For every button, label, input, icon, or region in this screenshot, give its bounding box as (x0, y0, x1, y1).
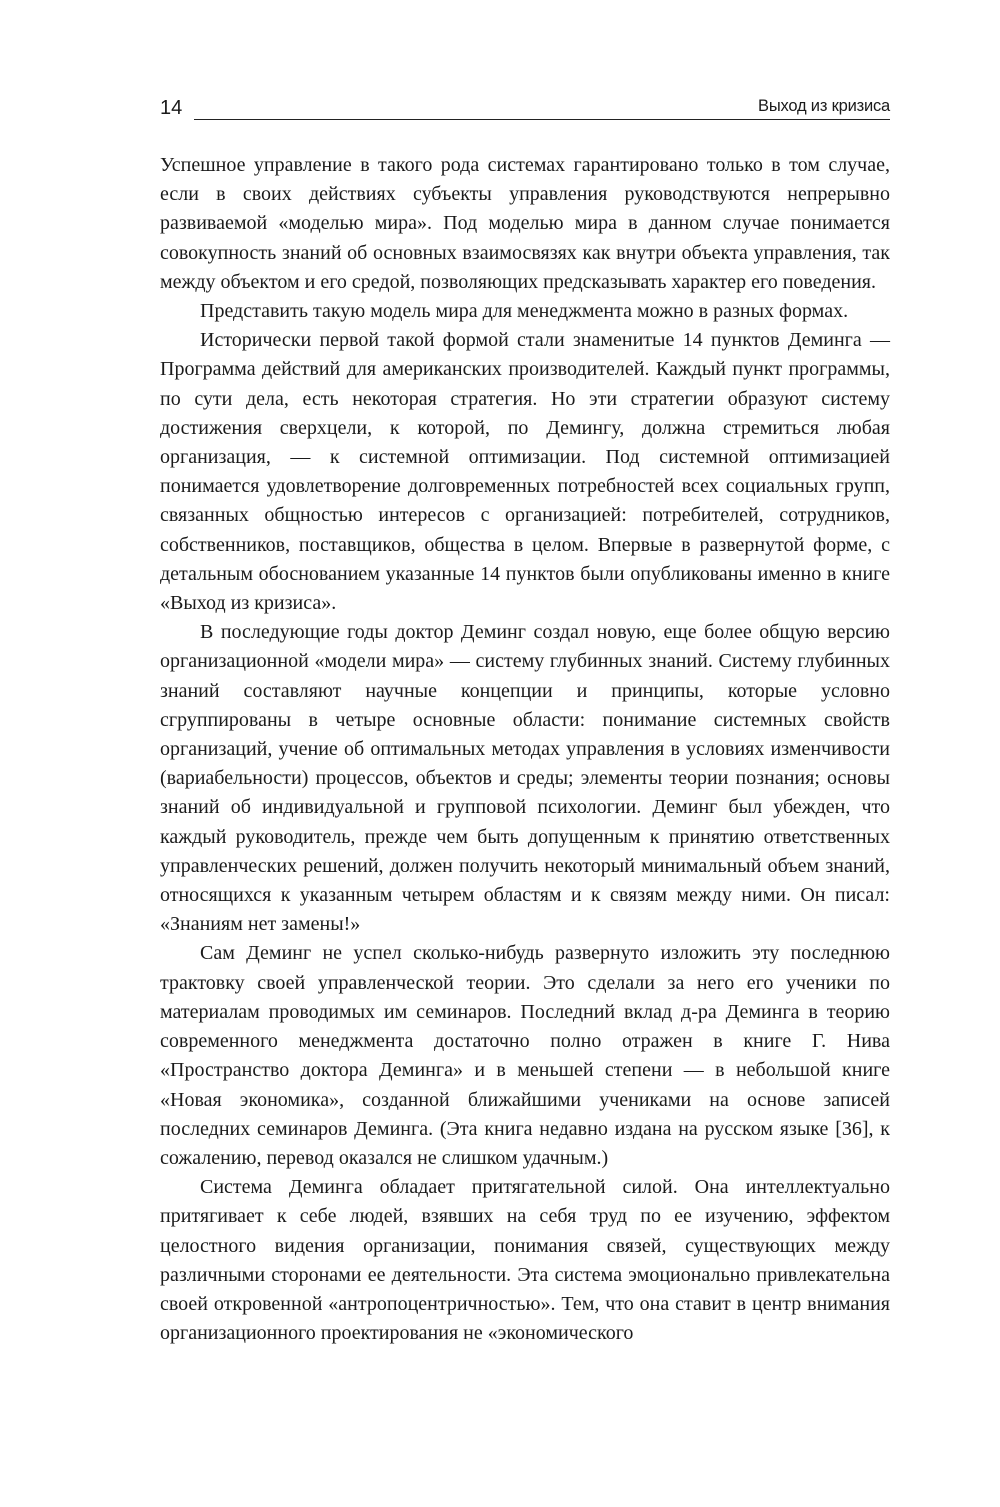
page-header (160, 92, 890, 124)
header-rule (194, 119, 890, 120)
page-number: 14 (160, 97, 183, 119)
paragraph-5: Сам Деминг не успел сколько-нибудь развернуто изложить эту последнюю трактовку своей управленческой теории. Это сделали за него его ученики по материалам проводимых им семинаров. Последний вклад д-ра Деминга в теорию современного менеджмента достаточно полно отражен в книге Г. Нива «Пространство доктора Деминга» и в меньшей степени — в небольшой книге «Новая экономика», созданной ближайшими учениками на основе записей последних семинаров Деминга. (Эта книга недавно издана на русском языке [36], к сожалению, перевод оказался не слишком удачным.) (160, 942, 890, 1169)
running-title: Выход из кризиса (758, 97, 890, 115)
paragraph-4: В последующие годы доктор Деминг создал новую, еще более общую версию организационной «модели мира» — систему глубинных знаний. Систему глубинных знаний составляют научные концепции и принципы, которые условно сгруппированы в четыре основные области: понимание системных свойств организаций, учение об оптимальных методах управления в условиях изменчивости (вариабельности) процессов, объектов и среды; элементы теории познания; основы знаний об индивидуальной и групповой психологии. Деминг был убежден, что каждый руководитель, прежде чем быть допущенным к принятию ответственных управленческих решений, должен получить некоторый минимальный объем знаний, относящихся к указанным четырем областям и к связям между ними. Он писал: «Знаниям нет замены!» (160, 621, 890, 936)
paragraph-3: Исторически первой такой формой стали знаменитые 14 пунктов Деминга — Программа действий для американских производителей. Каждый пункт программы, по сути дела, есть некоторая стратегия. Но эти стратегии образуют систему достижения сверхцели, к которой, по Демингу, должна стремиться любая организация, — к системной оптимизации. Под системной оптимизацией понимается удовлетворение долговременных потребностей всех социальных групп, связанных общностью интересов с организацией: потребителей, сотрудников, собственников, поставщиков, общества в целом. Впервые в развернутой форме, с детальным обоснованием указанные 14 пунктов были опубликованы именно в книге «Выход из кризиса». (160, 329, 890, 615)
paragraph-1: Успешное управление в такого рода системах гарантировано только в том случае, если в своих действиях субъекты управления руководствуются непрерывно развиваемой «моделью мира». Под моделью мира в данном случае понимается совокупность знаний об основных взаимосвязях как внутри объекта управления, так между объектом и его средой, позволяющих предсказывать характер его поведения. (160, 154, 890, 293)
paragraph-2: Представить такую модель мира для менеджмента можно в разных формах. (200, 300, 849, 323)
paragraph-6: Система Деминга обладает притягательной силой. Она интеллектуально притягивает к себе людей, взявших на себя труд по ее изучению, эффектом целостного видения организации, понимания связей, существующих между различными сторонами ее деятельности. Эта система эмоционально привлекательна своей откровенной «антропоцентричностью». Тем, что она ставит в центр внимания организационного проектирования не «экономического (160, 1176, 890, 1345)
body-text (160, 151, 890, 1348)
